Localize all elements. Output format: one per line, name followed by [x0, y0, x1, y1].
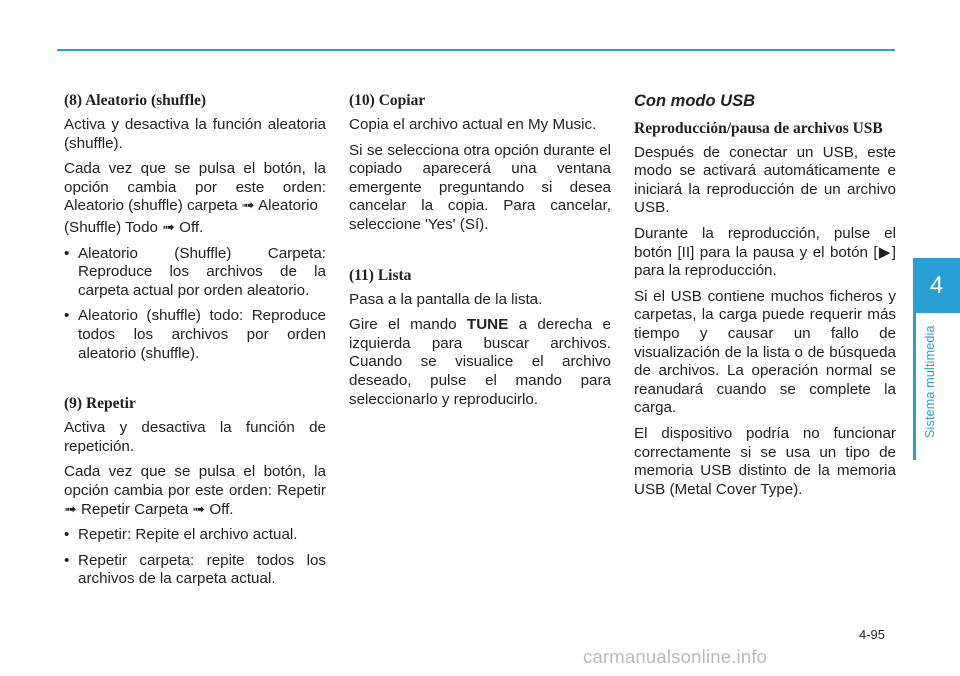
usb-paragraph-2	[634, 225, 896, 281]
shuffle-bullet-folder: • Aleatorio (Shuffle) Carpeta: Reproduce los archivos de la carpeta actual por orden aleatorio.	[64, 245, 326, 301]
shuffle-paragraph-2-cont: (Shuffle) Todo ➟ Off.	[64, 218, 204, 236]
repeat-paragraph-1: Activa y desactiva la función de repetición.	[64, 419, 326, 455]
copy-paragraph-2: Si se selecciona otra opción durante el copiado aparecerá una ventana emergente preguntando si desea cancelar la copia. Para cancelar, seleccione 'Yes' (Sí).	[349, 141, 611, 233]
list-heading: (11) Lista	[349, 266, 412, 284]
usb-paragraph-4: El dispositivo podría no funcionar correctamente si se usa un tipo de memoria USB distinto de la memoria USB (Metal Cover Type).	[634, 424, 896, 498]
usb-paragraph-2-post: ] para la reproducción.	[634, 243, 896, 280]
list-paragraph-1: Pasa a la pantalla de la lista.	[349, 290, 543, 308]
column-left	[64, 92, 326, 596]
usb-paragraph-1: Después de conectar un USB, este modo se activará automáticamente e iniciará la reproducción de un archivo USB.	[634, 143, 896, 217]
usb-paragraph-3: Si el USB contiene muchos ficheros y carpetas, la carga puede requerir más tiempo y causar un fallo de visualización de la lista o de búsqueda de archivos. La operación normal se reanudará cuando se complete la carga.	[634, 287, 896, 417]
tune-knob-label: TUNE	[466, 316, 509, 334]
copy-paragraph-1: Copia el archivo actual en My Music.	[349, 116, 597, 133]
repeat-paragraph-2: Cada vez que se pulsa el botón, la opción cambia por este orden: Repetir ➟ Repetir Carpeta ➟ Off.	[64, 463, 326, 518]
repeat-bullet-file: • Repetir: Repite el archivo actual.	[64, 526, 326, 545]
page-number: 4-95	[859, 627, 886, 642]
shuffle-bullet-all: • Aleatorio (shuffle) todo: Reproduce todos los archivos por orden aleatorio (shuffle).	[64, 307, 326, 363]
list-text-post: a derecha e izquierda para buscar archivos. Cuando se visualice el archivo deseado, pulse el mando para seleccionarlo y reproducirlo.	[349, 316, 612, 408]
column-middle	[349, 92, 611, 416]
shuffle-paragraph-1: Activa y desactiva la función aleatoria (shuffle).	[64, 116, 326, 152]
chapter-tab	[913, 258, 960, 313]
header-rule	[57, 49, 895, 51]
list-text-pre: Gire el mando	[349, 316, 467, 334]
section-label: Sistema multimedia	[923, 325, 937, 438]
play-icon: ▶	[877, 243, 892, 261]
column-right	[634, 92, 896, 506]
repeat-bullet-folder: • Repetir carpeta: repite todos los archivos de la carpeta actual.	[64, 552, 326, 589]
shuffle-heading: (8) Aleatorio (shuffle)	[64, 92, 207, 109]
copy-heading: (10) Copiar	[349, 92, 426, 109]
repeat-heading: (9) Repetir	[64, 395, 136, 413]
usb-paragraph-2-pre: Durante la reproducción, pulse el botón [II] para la pausa y el botón [	[634, 224, 896, 261]
play-pause-heading: Reproducción/pausa de archivos USB	[634, 119, 883, 137]
shuffle-paragraph-2: Cada vez que se pulsa el botón, la opción cambia por este orden: Aleatorio (shuffle) carpeta ➟ Aleatorio	[64, 160, 326, 215]
side-rule	[913, 313, 916, 460]
watermark: carmanualsonline.info	[583, 646, 768, 667]
usb-mode-heading: Con modo USB	[634, 92, 755, 110]
list-paragraph-2	[349, 316, 611, 409]
chapter-number: 4	[929, 271, 944, 299]
